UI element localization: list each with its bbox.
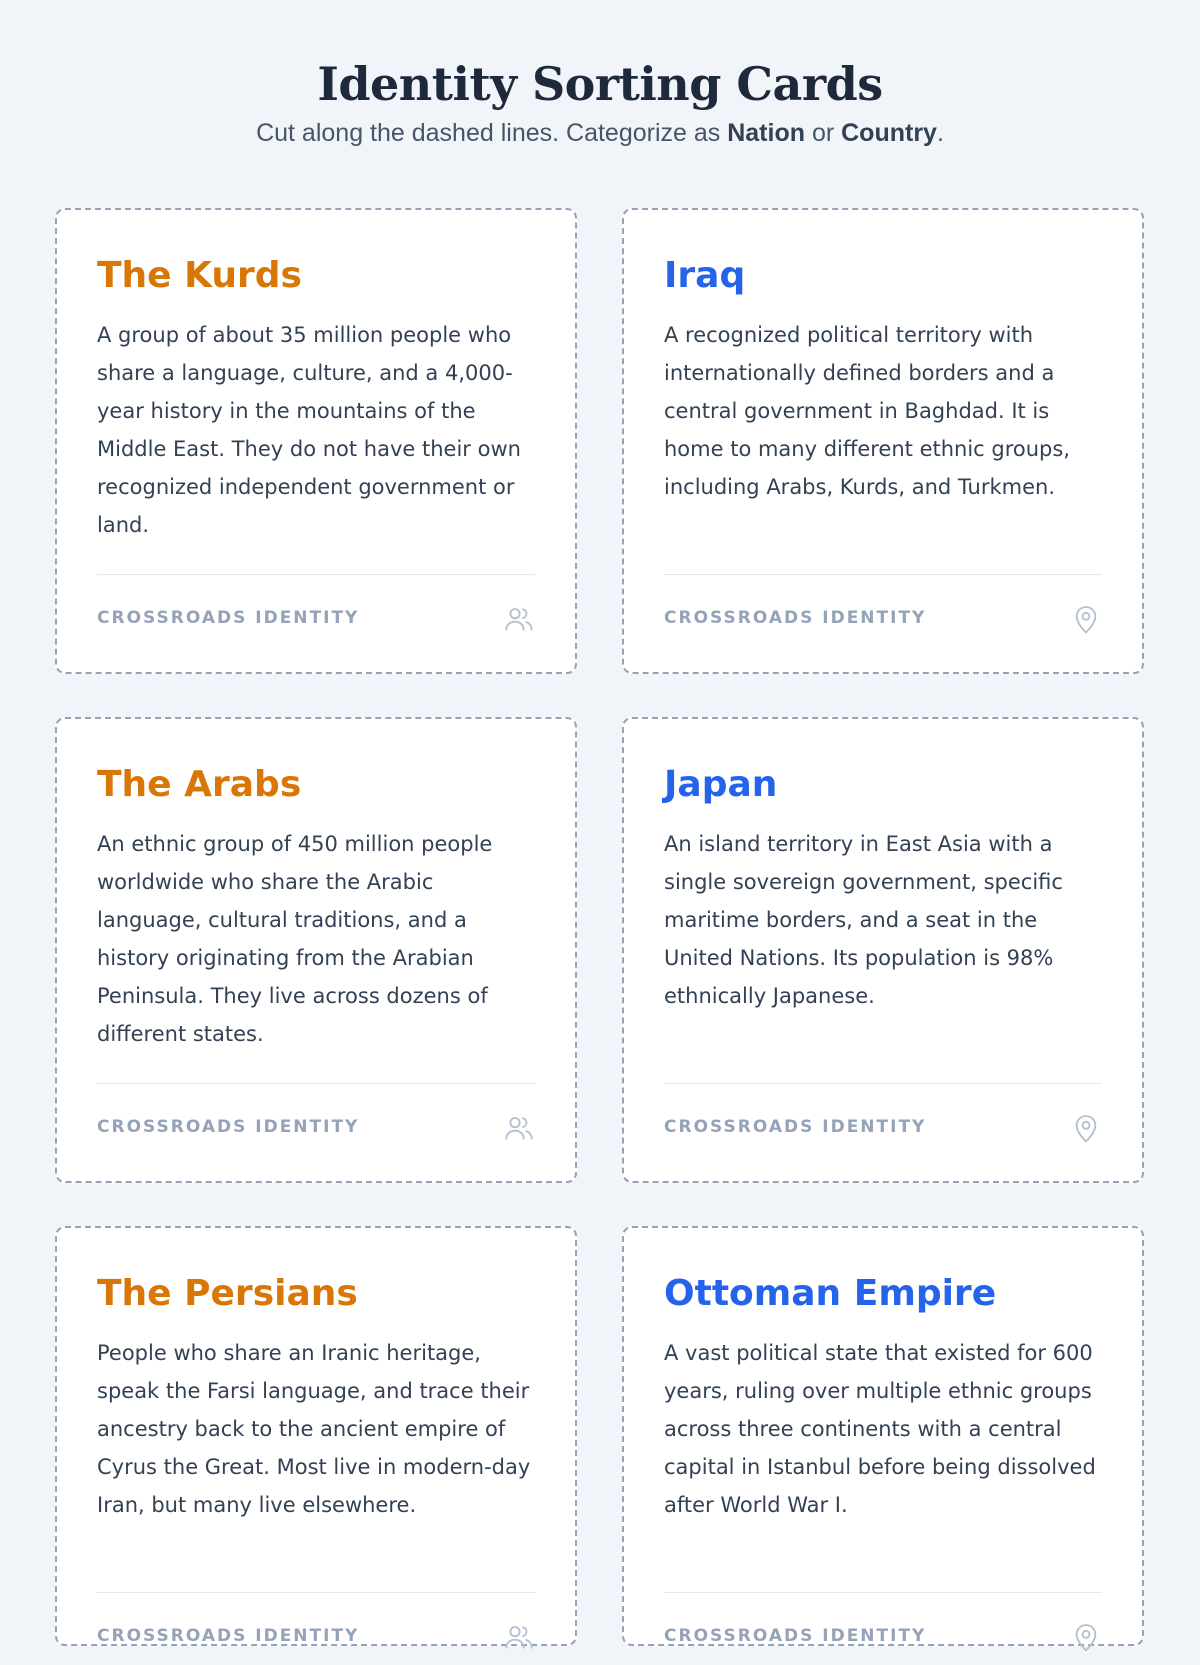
- people-icon: [503, 1621, 535, 1653]
- card-title: The Persians: [97, 1273, 358, 1314]
- card-title: The Arabs: [97, 764, 302, 805]
- card-footer: [664, 574, 1102, 647]
- card-description: An ethnic group of 450 million people worldwide who share the Arabic language, cultural traditions, and a history originating from the Arabian Peninsula. They live across dozens of different states.: [97, 832, 493, 1046]
- card-the-persians: [55, 1226, 577, 1646]
- card-description: People who share an Iranic heritage, speak the Farsi language, and trace their ancestry back to the ancient empire of Cyrus the Great. Most live in modern-day Iran, but many live elsewhere.: [97, 1341, 531, 1517]
- card-footer: [97, 574, 535, 647]
- map-pin-icon: [1070, 1621, 1102, 1653]
- card-footer-label: CROSSROADS IDENTITY: [664, 608, 927, 628]
- card-iraq: [622, 208, 1144, 674]
- card-footer-label: CROSSROADS IDENTITY: [664, 1117, 927, 1137]
- card-the-arabs: [55, 717, 577, 1183]
- subtitle-or: or: [805, 119, 842, 147]
- subtitle-term-nation: Nation: [727, 119, 805, 147]
- page-title: Identity Sorting Cards: [317, 57, 883, 111]
- page-subtitle: [0, 116, 1200, 150]
- card-title: Iraq: [664, 255, 746, 296]
- map-pin-icon: [1070, 603, 1102, 635]
- card-title: Ottoman Empire: [664, 1273, 997, 1314]
- card-description: A vast political state that existed for 600 years, ruling over multiple ethnic groups across three continents with a central capital in Istanbul before being dissolved after World War I.: [664, 1341, 1096, 1517]
- card-title: The Kurds: [97, 255, 302, 296]
- card-footer: [97, 1083, 535, 1156]
- card-title: Japan: [664, 764, 778, 805]
- map-pin-icon: [1070, 1112, 1102, 1144]
- card-footer: [664, 1592, 1102, 1665]
- card-footer-label: CROSSROADS IDENTITY: [97, 1117, 360, 1137]
- card-footer: [97, 1592, 535, 1665]
- card-ottoman-empire: [622, 1226, 1144, 1646]
- card-footer-label: CROSSROADS IDENTITY: [664, 1626, 927, 1646]
- card-footer: [664, 1083, 1102, 1156]
- card-description: A recognized political territory with internationally defined borders and a central government in Baghdad. It is home to many different ethnic groups, including Arabs, Kurds, and Turkmen.: [664, 323, 1071, 499]
- card-footer-label: CROSSROADS IDENTITY: [97, 608, 360, 628]
- subtitle-prefix: Cut along the dashed lines. Categorize as: [256, 119, 728, 147]
- card-japan: [622, 717, 1144, 1183]
- people-icon: [503, 603, 535, 635]
- people-icon: [503, 1112, 535, 1144]
- card-the-kurds: [55, 208, 577, 674]
- card-description: An island territory in East Asia with a single sovereign government, specific maritime borders, and a seat in the United Nations. Its population is 98% ethnically Japanese.: [664, 832, 1063, 1008]
- subtitle-suffix: .: [936, 119, 944, 147]
- subtitle-term-country: Country: [841, 119, 937, 147]
- card-description: A group of about 35 million people who share a language, culture, and a 4,000-year history in the mountains of the Middle East. They do not have their own recognized independent government or land.: [97, 323, 521, 537]
- page-header: [0, 54, 1200, 150]
- card-footer-label: CROSSROADS IDENTITY: [97, 1626, 360, 1646]
